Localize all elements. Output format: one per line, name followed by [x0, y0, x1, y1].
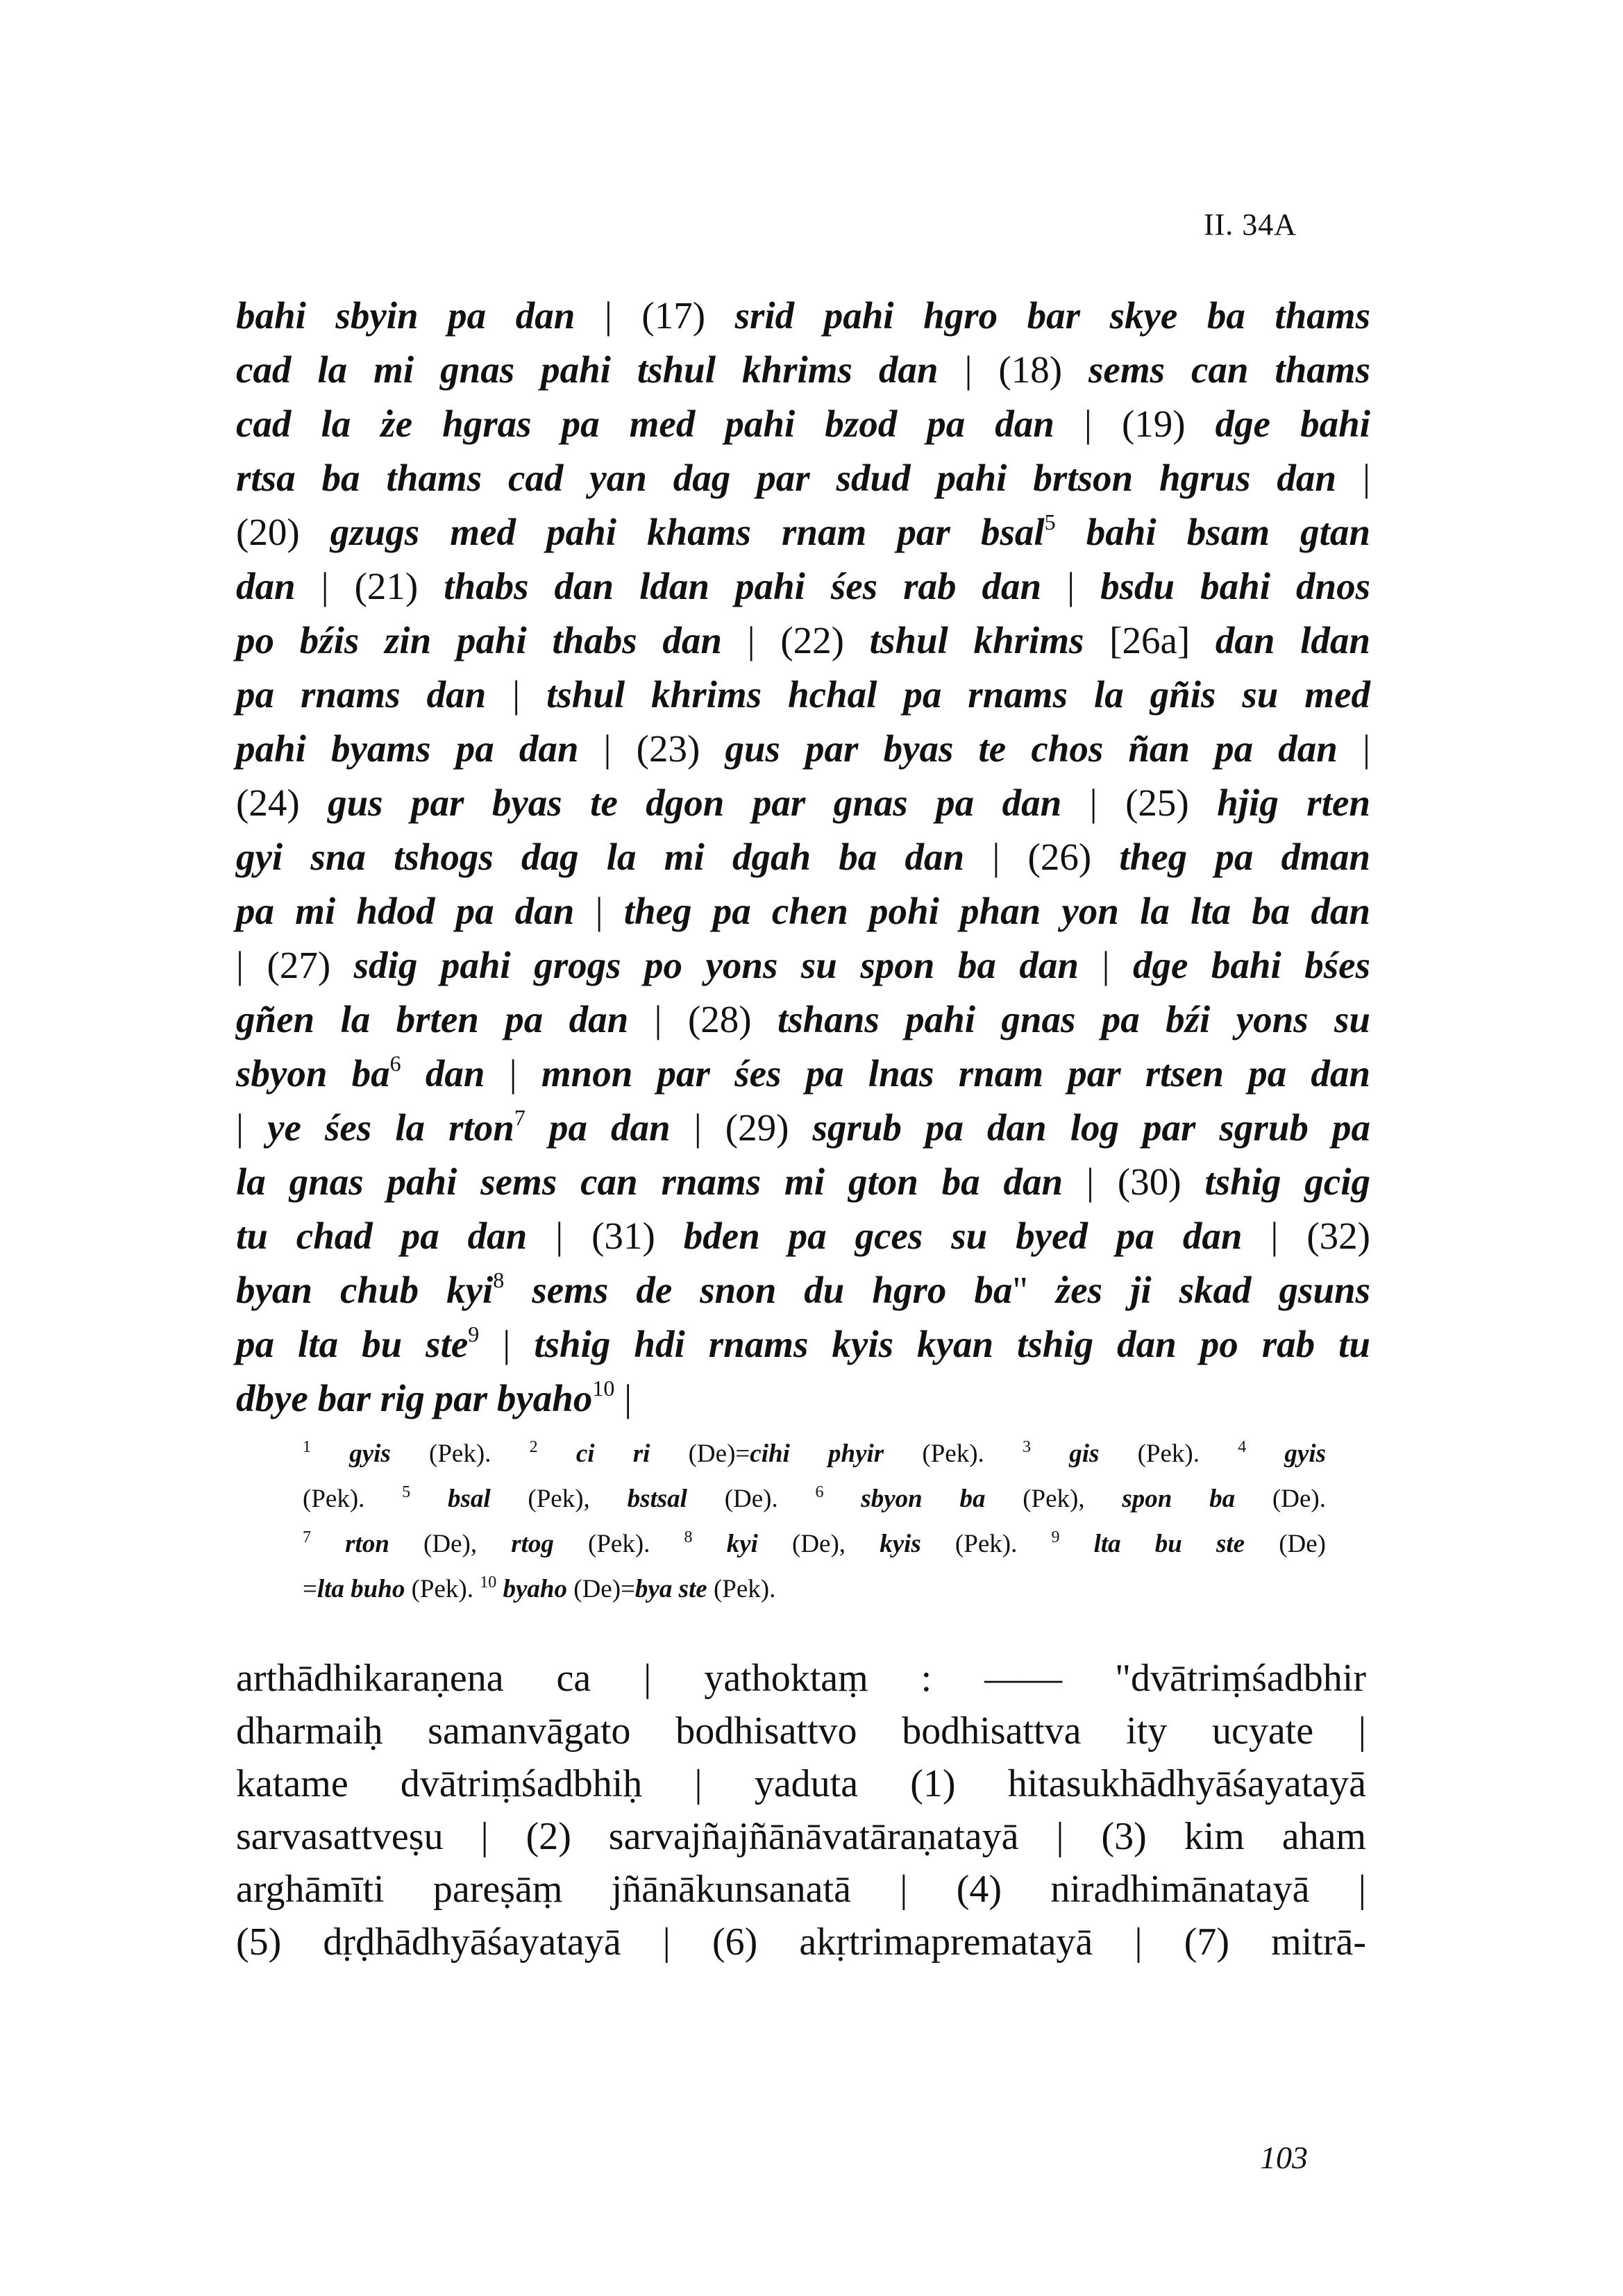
- text-run: tu chad pa dan: [236, 1215, 528, 1257]
- text-run: | (32): [1242, 1215, 1370, 1257]
- text-run: | (31): [527, 1215, 684, 1257]
- text-run: dbye bar rig par byaho: [236, 1377, 593, 1419]
- text-run: | (27): [236, 944, 354, 986]
- text-run: bstsal: [627, 1485, 687, 1513]
- text-run: (De),: [757, 1530, 880, 1558]
- text-run: cad la że hgras pa med pahi bzod pa dan: [236, 403, 1054, 445]
- text-run: rton: [345, 1530, 389, 1558]
- tibetan-line: [236, 1263, 1370, 1317]
- text-run: [311, 1440, 349, 1468]
- text-run: tshig hdi rnams kyis kyan tshig dan po rab tu: [534, 1323, 1370, 1365]
- sanskrit-line: arthādhikaraṇena ca | yathoktaṃ : —— "dvātriṃśadbhir: [236, 1657, 1366, 1700]
- note-marker: 3: [1023, 1438, 1031, 1456]
- text-run: (De)=: [650, 1440, 750, 1468]
- text-run: pa mi hdod pa dan: [236, 890, 575, 932]
- text-run: [496, 1575, 503, 1603]
- running-head: II. 34A: [1204, 208, 1297, 242]
- tibetan-line: [236, 776, 1370, 830]
- footnote-line: [303, 1567, 1326, 1612]
- text-run: mnon par śes pa lnas rnam par rtsen pa dan: [541, 1052, 1370, 1095]
- page-number: 103: [1260, 2140, 1308, 2175]
- text-run: theg pa dman: [1119, 836, 1370, 878]
- tibetan-line: [236, 938, 1370, 993]
- text-run: (De).: [1235, 1485, 1326, 1513]
- text-run: srid pahi hgro bar skye ba thams: [734, 294, 1370, 337]
- text-run: gñen la brten pa dan: [236, 998, 629, 1040]
- text-run: (Pek).: [707, 1575, 776, 1603]
- text-run: (24): [236, 782, 328, 824]
- text-run: sems can thams: [1088, 348, 1370, 391]
- text-run: | (28): [628, 998, 777, 1040]
- text-run: hjig rten: [1217, 782, 1370, 824]
- text-run: | (23): [578, 727, 725, 770]
- note-marker: 6: [815, 1483, 824, 1501]
- text-run: |: [1078, 944, 1133, 986]
- tibetan-line: [236, 993, 1370, 1047]
- sanskrit-line: dharmaiḥ samanvāgato bodhisattvo bodhisattva ity ucyate |: [236, 1710, 1366, 1753]
- text-run: bden pa gces su byed pa dan: [683, 1215, 1243, 1257]
- text-run: [311, 1530, 345, 1558]
- text-run: sbyon ba: [236, 1052, 390, 1095]
- text-run: la gnas pahi sems can rnams mi gton ba dan: [236, 1160, 1063, 1203]
- text-run: rtog: [511, 1530, 554, 1558]
- note-marker: 8: [493, 1267, 505, 1292]
- text-run: bahi sbyin pa dan: [236, 294, 575, 337]
- sanskrit-line: katame dvātriṃśadbhiḥ | yaduta (1) hitasukhādhyāśayatayā: [236, 1762, 1366, 1805]
- text-run: byan chub kyi: [236, 1269, 494, 1311]
- text-run: gzugs med pahi khams rnam par bsal: [330, 511, 1045, 553]
- text-run: |: [1337, 727, 1370, 770]
- text-run: bya ste: [634, 1575, 707, 1603]
- tibetan-line: [236, 289, 1370, 343]
- text-run: |: [485, 1052, 541, 1095]
- text-run: bahi bsam gtan: [1086, 511, 1370, 553]
- text-run: ye śes la rton: [267, 1106, 514, 1149]
- tibetan-line: [236, 722, 1370, 776]
- text-run: [504, 1269, 532, 1311]
- text-run: | (17): [575, 294, 735, 337]
- text-run: sbyon ba: [861, 1485, 986, 1513]
- text-run: żes ji skad gsuns: [1055, 1269, 1371, 1311]
- text-run: [401, 1052, 426, 1095]
- note-marker: 9: [468, 1322, 480, 1347]
- text-run: gus par byas te dgon par gnas pa dan: [328, 782, 1062, 824]
- tibetan-line: [236, 668, 1370, 722]
- text-run: |: [574, 890, 624, 932]
- text-run: gyis: [349, 1440, 391, 1468]
- text-run: cad la mi gnas pahi tshul khrims dan: [236, 348, 939, 391]
- text-run: kyi: [726, 1530, 758, 1558]
- sanskrit-line: sarvasattveṣu | (2) sarvajñajñānāvatāraṇatayā | (3) kim aham: [236, 1815, 1366, 1858]
- text-run: |: [614, 1377, 632, 1419]
- text-run: lta bu ste: [1093, 1530, 1245, 1558]
- text-run: [538, 1440, 576, 1468]
- text-run: cihi phyir: [750, 1440, 884, 1468]
- text-run: (De).: [687, 1485, 816, 1513]
- text-run: [1031, 1440, 1069, 1468]
- tibetan-line: [236, 1155, 1370, 1209]
- text-run: | (30): [1063, 1160, 1205, 1203]
- text-run: (Pek).: [884, 1440, 1023, 1468]
- note-marker: 10: [592, 1376, 615, 1401]
- text-run: dan ldan: [1215, 619, 1370, 661]
- note-marker: 4: [1238, 1438, 1247, 1456]
- text-run: (Pek).: [553, 1530, 684, 1558]
- tibetan-line: [236, 343, 1370, 397]
- text-run: |: [486, 673, 547, 716]
- text-run: =: [303, 1575, 317, 1603]
- text-run: [1059, 1530, 1093, 1558]
- tibetan-text-block: [236, 289, 1370, 1426]
- footnotes-block: [303, 1431, 1326, 1612]
- note-marker: 5: [1044, 509, 1056, 534]
- text-run: kyis: [880, 1530, 921, 1558]
- tibetan-line: [236, 451, 1370, 505]
- text-run: (Pek),: [490, 1485, 628, 1513]
- text-run: tshul khrims hchal pa rnams la gñis su med: [546, 673, 1370, 716]
- text-run: sgrub pa dan log par sgrub pa: [812, 1106, 1370, 1149]
- sanskrit-line: arghāmīti pareṣāṃ jñānākunsanatā | (4) niradhimānatayā |: [236, 1868, 1366, 1911]
- sanskrit-line: (5) dṛḍhādhyāśayatayā | (6) akṛtrimaprematayā | (7) mitrā-: [236, 1921, 1366, 1964]
- text-run: (De)=: [567, 1575, 635, 1603]
- footnote-line: [303, 1431, 1326, 1476]
- footnote-line: [303, 1521, 1326, 1567]
- text-run: sems de snon du hgro ba: [532, 1269, 1013, 1311]
- note-marker: 5: [402, 1483, 411, 1501]
- text-run: (De),: [389, 1530, 512, 1558]
- text-run: dan: [425, 1052, 485, 1095]
- footnote-line: [303, 1476, 1326, 1521]
- text-run: |: [1336, 457, 1370, 499]
- text-run: [1246, 1440, 1284, 1468]
- tibetan-line: [236, 1317, 1370, 1371]
- text-run: | (22): [721, 619, 870, 661]
- text-run: [824, 1485, 861, 1513]
- text-run: tshul khrims: [869, 619, 1084, 661]
- text-run: | (25): [1061, 782, 1218, 824]
- text-run: gyi sna tshogs dag la mi dgah ba dan: [236, 836, 965, 878]
- text-run: gus par byas te chos ñan pa dan: [725, 727, 1338, 770]
- tibetan-line: [236, 830, 1370, 884]
- text-run: dge bahi: [1215, 403, 1370, 445]
- text-run: bsal: [447, 1485, 491, 1513]
- note-marker: 8: [684, 1528, 693, 1546]
- tibetan-line: [236, 1371, 1370, 1426]
- sanskrit-text-block: [236, 1652, 1366, 1968]
- text-run: | (29): [670, 1106, 813, 1149]
- text-run: tshig gcig: [1204, 1160, 1371, 1203]
- text-run: | (26): [964, 836, 1120, 878]
- text-run: ": [1012, 1269, 1056, 1311]
- text-run: gyis: [1284, 1440, 1326, 1468]
- text-run: (Pek).: [1099, 1440, 1238, 1468]
- text-run: dge bahi bśes: [1133, 944, 1370, 986]
- note-marker: 7: [303, 1528, 311, 1546]
- tibetan-line: [236, 1101, 1370, 1155]
- text-run: | (21): [295, 565, 444, 607]
- text-run: byaho: [503, 1575, 567, 1603]
- tibetan-line: [236, 884, 1370, 938]
- text-run: pa dan: [548, 1106, 671, 1149]
- text-run: sdig pahi grogs po yons su spon ba dan: [353, 944, 1079, 986]
- note-marker: 6: [389, 1051, 401, 1076]
- text-run: bsdu bahi dnos: [1100, 565, 1370, 607]
- tibetan-line: [236, 505, 1370, 559]
- note-marker: 10: [480, 1573, 497, 1592]
- text-run: tshans pahi gnas pa bźi yons su: [777, 998, 1370, 1040]
- text-run: gis: [1069, 1440, 1100, 1468]
- text-run: spon ba: [1122, 1485, 1236, 1513]
- note-marker: 7: [514, 1105, 525, 1130]
- text-run: |: [1041, 565, 1101, 607]
- text-run: pa rnams dan: [236, 673, 487, 716]
- text-run: dan: [236, 565, 296, 607]
- text-run: rtsa ba thams cad yan dag par sdud pahi brtson hgrus dan: [236, 457, 1337, 499]
- text-run: [410, 1485, 448, 1513]
- tibetan-line: [236, 1047, 1370, 1101]
- text-run: (Pek).: [390, 1440, 530, 1468]
- text-run: (Pek).: [303, 1485, 403, 1513]
- text-run: (20): [236, 511, 330, 553]
- text-run: thabs dan ldan pahi śes rab dan: [444, 565, 1042, 607]
- text-run: (Pek).: [405, 1575, 480, 1603]
- text-run: [1056, 511, 1086, 553]
- text-run: pahi byams pa dan: [236, 727, 579, 770]
- tibetan-line: [236, 1209, 1370, 1263]
- text-run: ci ri: [575, 1440, 650, 1468]
- text-run: po bźis zin pahi thabs dan: [236, 619, 722, 661]
- text-run: pa lta bu ste: [236, 1323, 469, 1365]
- text-run: theg pa chen pohi phan yon la lta ba dan: [623, 890, 1370, 932]
- text-run: [525, 1106, 549, 1149]
- note-marker: 1: [303, 1438, 311, 1456]
- text-run: | (18): [938, 348, 1089, 391]
- text-run: | (19): [1054, 403, 1216, 445]
- note-marker: 2: [529, 1438, 538, 1456]
- text-run: (De): [1245, 1530, 1327, 1558]
- text-run: (Pek),: [985, 1485, 1122, 1513]
- tibetan-line: [236, 397, 1370, 451]
- text-run: |: [479, 1323, 535, 1365]
- text-run: lta buho: [317, 1575, 405, 1603]
- tibetan-line: [236, 614, 1370, 668]
- tibetan-line: [236, 559, 1370, 614]
- text-run: [693, 1530, 727, 1558]
- text-run: |: [236, 1106, 268, 1149]
- note-marker: 9: [1051, 1528, 1060, 1546]
- text-run: (Pek).: [920, 1530, 1052, 1558]
- text-run: [26a]: [1084, 619, 1216, 661]
